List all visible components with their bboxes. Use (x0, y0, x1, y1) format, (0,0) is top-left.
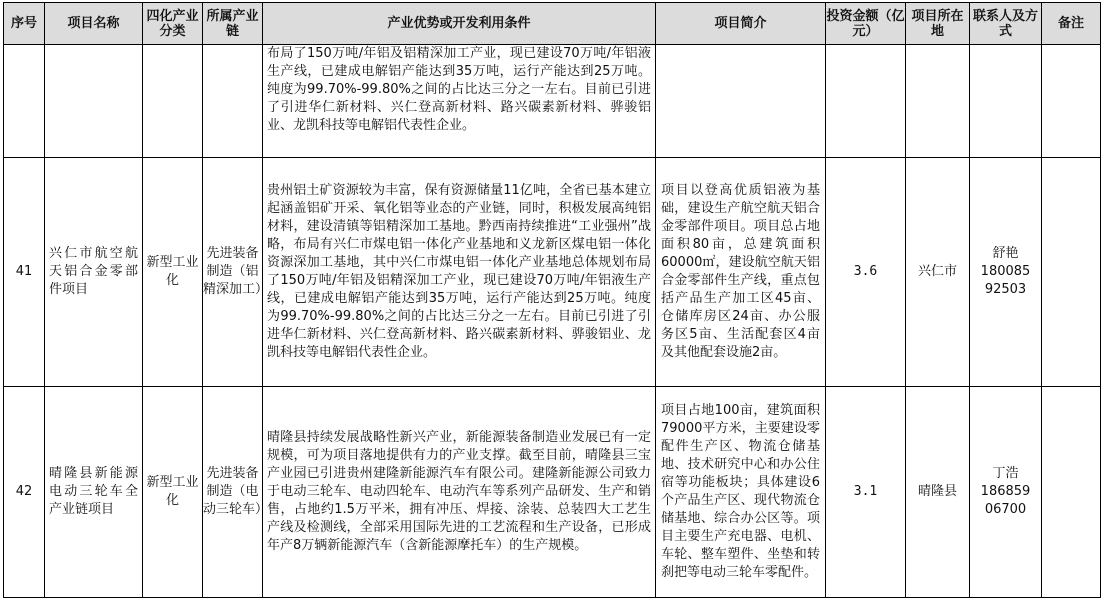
project-table (3, 2, 1101, 598)
contact-phone: 06700 (984, 502, 1027, 517)
header-category: 四化产业分类 (143, 3, 203, 45)
cell-location: 兴仁市 (906, 158, 970, 387)
cell-name: 晴隆县新能源电动三轮车全产业链项目 (45, 387, 143, 598)
contact-phone: 92503 (984, 282, 1027, 297)
cell-no: 41 (4, 158, 45, 387)
cell-chain: 先进装备制造（电动三轮车） (203, 387, 263, 598)
header-investment: 投资金额（亿元） (826, 3, 906, 45)
cell-brief: 项目以登高优质铝液为基础，建设生产航空航天铝合金零部件项目。项目总占地面积80亩，总建筑面积60000㎡，建设航空航天铝合金零部件生产线，重点包括产品生产加工区45亩、仓储库房区24亩、办公服务区5亩、生活配套区4亩及其他配套设施2亩。 (656, 158, 826, 387)
contact-phone: 186859 (980, 484, 1031, 499)
cell-chain (203, 45, 263, 158)
cell-contact (970, 45, 1042, 158)
header-location: 项目所在地 (906, 3, 970, 45)
header-advantage: 产业优势或开发利用条件 (263, 3, 656, 45)
table-row (4, 387, 1101, 598)
header-remark: 备注 (1042, 3, 1101, 45)
cell-brief (656, 45, 826, 158)
header-name: 项目名称 (45, 3, 143, 45)
header-no: 序号 (4, 3, 45, 45)
table-row (4, 158, 1101, 387)
cell-brief: 项目占地100亩，建筑面积79000平方米，主要建设零配件生产区、物流仓储基地、技术研究中心和办公住宿等功能板块；具体建设6个产品生产区、现代物流仓储基地、综合办公区等。项目主要生产充电器、电机、车轮、整车塑件、坐垫和转刹把等电动三轮车零配件。 (656, 387, 826, 598)
cell-remark (1042, 158, 1101, 387)
cell-name: 兴仁市航空航天铝合金零部件项目 (45, 158, 143, 387)
cell-no: 42 (4, 387, 45, 598)
cell-advantage: 贵州铝土矿资源较为丰富，保有资源储量11亿吨，全省已基本建立起涵盖铝矿开采、氧化铝等业态的产业链，同时，积极发展高纯铝材料，建设清镇等铝精深加工基地。黔西南持续推进“工业强州”战略，布局有兴仁市煤电铝一体化产业基地和义龙新区煤电铝一体化资源深加工基地，其中兴仁市煤电铝一体化产业基地总体规划布局了150万吨/年铝及铝精深加工产业，现已建设70万吨/年铝液生产线，已建成电解铝产能达到35万吨，运行产能达到25万吨。纯度为99.70%-99.80%之间的占比达三分之一左右。目前已引进了引进华仁新材料、兴仁登高新材料、路兴碳素新材料、骅骏铝业、龙凯科技等电解铝代表性企业。 (263, 158, 656, 387)
contact-name: 舒艳 (992, 246, 1019, 261)
contact-phone: 180085 (980, 264, 1031, 279)
cell-contact (970, 387, 1042, 598)
cell-chain: 先进装备制造（铝精深加工） (203, 158, 263, 387)
cell-investment: 3.6 (826, 158, 906, 387)
cell-name (45, 45, 143, 158)
contact-name: 丁浩 (992, 466, 1019, 481)
cell-investment (826, 45, 906, 158)
cell-category: 新型工业化 (143, 158, 203, 387)
cell-no (4, 45, 45, 158)
header-contact: 联系人及方式 (970, 3, 1042, 45)
cell-remark (1042, 45, 1101, 158)
cell-investment: 3.1 (826, 387, 906, 598)
header-chain: 所属产业链 (203, 3, 263, 45)
cell-contact (970, 158, 1042, 387)
table-row-continued (4, 45, 1101, 158)
cell-remark (1042, 387, 1101, 598)
header-brief: 项目简介 (656, 3, 826, 45)
cell-location (906, 45, 970, 158)
cell-category (143, 45, 203, 158)
cell-advantage: 布局了150万吨/年铝及铝精深加工产业，现已建设70万吨/年铝液生产线，已建成电解铝产能达到35万吨，运行产能达到25万吨。纯度为99.70%-99.80%之间的占比达三分之一左右。目前已引进了引进华仁新材料、兴仁登高新材料、路兴碳素新材料、骅骏铝业、龙凯科技等电解铝代表性企业。 (263, 45, 656, 158)
header-row (4, 3, 1101, 45)
cell-location: 晴隆县 (906, 387, 970, 598)
cell-category: 新型工业化 (143, 387, 203, 598)
cell-advantage: 晴隆县持续发展战略性新兴产业，新能源装备制造业发展已有一定规模，可为项目落地提供有力的产业支撑。截至目前，晴隆县三宝产业园已引进贵州建隆新能源汽车有限公司。建隆新能源公司致力于电动三轮车、电动四轮车、电动汽车等系列产品研发、生产和销售，占地约1.5万平米，拥有冲压、焊接、涂装、总装四大工艺生产线及检测线，全部采用国际先进的工艺流程和生产设备，已形成年产8万辆新能源汽车（含新能源摩托车）的生产规模。 (263, 387, 656, 598)
